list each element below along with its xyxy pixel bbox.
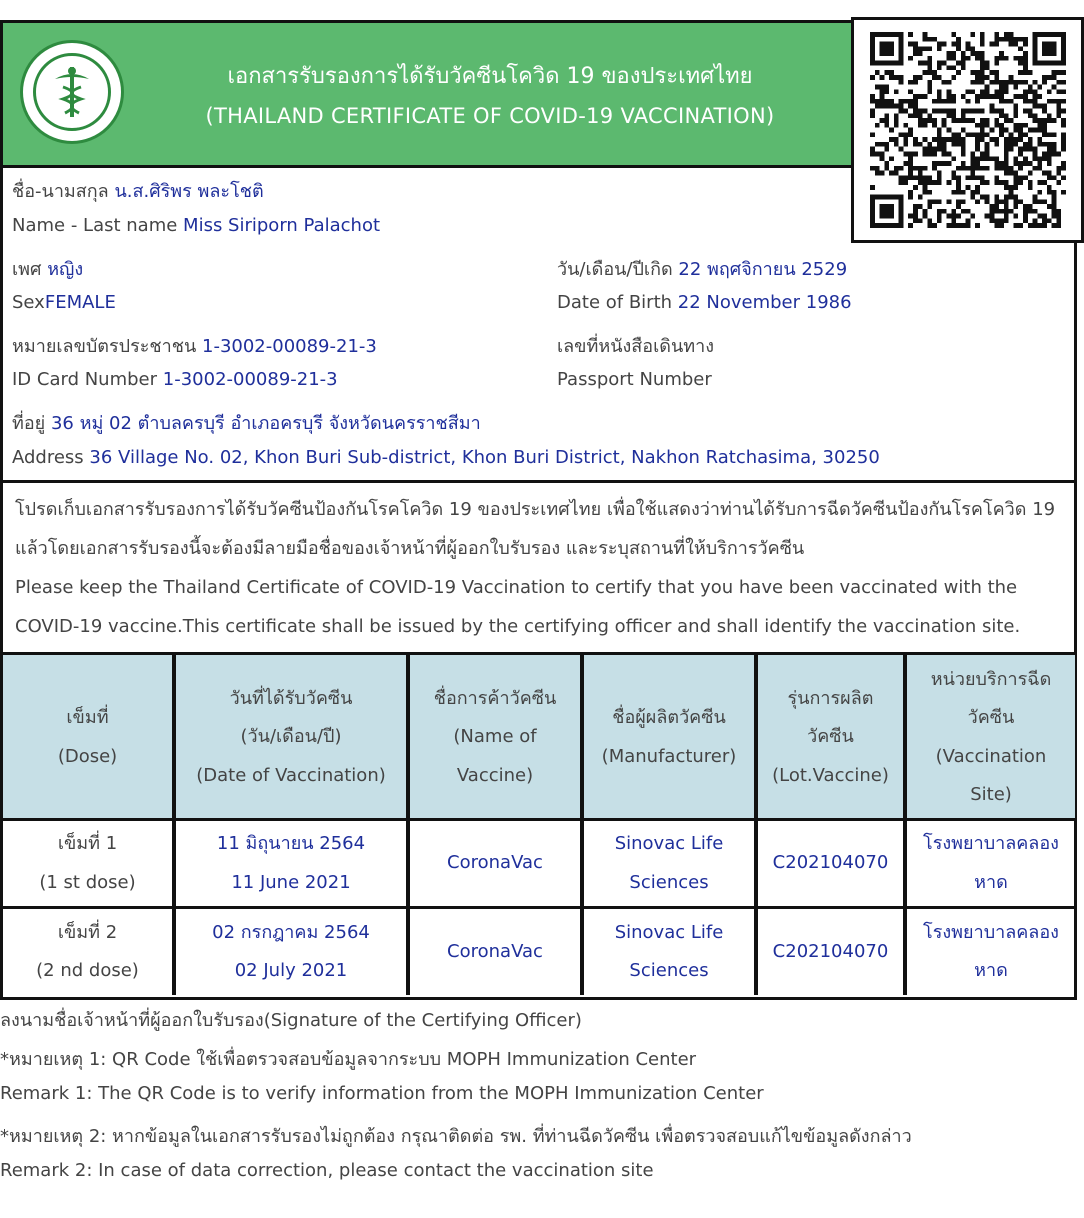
- table-header-cell: [907, 661, 1075, 815]
- cell-text: Site): [970, 784, 1012, 805]
- id-th-value: 1-3002-00089-21-3: [202, 336, 377, 357]
- sex-en-value: FEMALE: [44, 292, 116, 313]
- cell-text: วัคซีน: [967, 707, 1015, 728]
- cell-text: (1 st dose): [39, 871, 136, 893]
- cell-text: 11 June 2021: [231, 871, 351, 893]
- table-header-cell: [3, 699, 172, 776]
- title-english: (THAILAND CERTIFICATE OF COVID-19 VACCINATION): [205, 104, 775, 128]
- cell-text: (วัน/เดือน/ปี): [240, 726, 342, 748]
- cell-text: (Lot.Vaccine): [772, 764, 889, 786]
- cell-text: เข็มที่ 1: [57, 833, 118, 854]
- cell-text: Sciences: [629, 960, 709, 981]
- cell-text: ชื่อการค้าวัคซีน: [433, 687, 557, 709]
- table-cell-dose: [3, 825, 172, 902]
- cell-text: หน่วยบริการฉีด: [930, 668, 1052, 690]
- qr-code-icon[interactable]: [866, 32, 1070, 228]
- table-cell-dose: [3, 914, 172, 991]
- table-cell-date: [176, 825, 406, 902]
- dob-th-row: วัน/เดือน/ปีเกิด 22 พฤศจิกายน 2529: [557, 259, 848, 280]
- table-cell-vaccine: [410, 844, 580, 883]
- notice-en-line-2: COVID-19 vaccine.This certificate shall be issued by the certifying officer and shall identify the vaccination site.: [15, 616, 1021, 637]
- table-header-cell: [758, 680, 903, 796]
- table-cell-site: [907, 914, 1075, 991]
- cell-text: 11 มิถุนายน 2564: [216, 833, 366, 854]
- table-cell-lot: [758, 844, 903, 883]
- remark-2-thai: *หมายเหตุ 2: หากข้อมูลในเอกสารรับรองไม่ถูกต้อง กรุณาติดต่อ รพ. ที่ท่านฉีดวัคซีน เพื่อตรวจสอบแก้ไขข้อมูลดังกล่าว: [0, 1126, 912, 1147]
- address-en-value: 36 Village No. 02, Khon Buri Sub-district, Khon Buri District, Nakhon Ratchasima, 30250: [89, 447, 880, 468]
- cell-text: C202104070: [772, 852, 889, 874]
- name-en-row: Name - Last name Miss Siriporn Palachot: [12, 215, 381, 236]
- ministry-logo: [20, 40, 124, 144]
- dob-en-row: Date of Birth 22 November 1986: [557, 292, 852, 313]
- passport-th-label: เลขที่หนังสือเดินทาง: [557, 336, 715, 357]
- divider-info: [0, 480, 1077, 483]
- notice-th-line-1: โปรดเก็บเอกสารรับรองการได้รับวัคซีนป้องกันโรคโควิด 19 ของประเทศไทย เพื่อใช้แสดงว่าท่านได้รับการฉีดวัคซีนป้องกันโรคโควิด 19: [15, 499, 1056, 520]
- cell-text: หาด: [974, 871, 1008, 893]
- cell-text: (2 nd dose): [36, 960, 139, 981]
- table-cell-date: [176, 914, 406, 991]
- cell-text: เข็มที่: [66, 707, 109, 728]
- sex-th-row: เพศ หญิง: [12, 259, 84, 280]
- cell-text: 02 July 2021: [234, 960, 348, 981]
- cell-text: วันที่ได้รับวัคซีน: [229, 687, 353, 709]
- address-th-value: 36 หมู่ 02 ตำบลครบุรี อำเภอครบุรี จังหวัดนครราชสีมา: [50, 413, 481, 434]
- dob-th-value: 22 พฤศจิกายน 2529: [678, 259, 848, 280]
- cell-text: Vaccine): [456, 764, 534, 786]
- cell-text: เข็มที่ 2: [57, 921, 118, 943]
- remark-2-english: Remark 2: In case of data correction, please contact the vaccination site: [0, 1160, 654, 1181]
- cell-text: วัคซีน: [807, 726, 854, 748]
- name-en-value: Miss Siriporn Palachot: [183, 215, 381, 236]
- dob-en-value: 22 November 1986: [677, 292, 852, 313]
- address-en-row: Address 36 Village No. 02, Khon Buri Sub-district, Khon Buri District, Nakhon Ratchasima, 30250: [12, 447, 880, 468]
- id-en-row: ID Card Number 1-3002-00089-21-3: [12, 369, 338, 390]
- address-th-row: ที่อยู่ 36 หมู่ 02 ตำบลครบุรี อำเภอครบุรี จังหวัดนครราชสีมา: [12, 413, 481, 434]
- certificate-header: [3, 23, 851, 165]
- table-cell-manufacturer: [584, 914, 754, 991]
- cell-text: (Name of: [453, 726, 537, 748]
- cell-text: C202104070: [772, 940, 889, 962]
- cell-text: CoronaVac: [447, 940, 543, 962]
- table-cell-site: [907, 825, 1075, 902]
- title-thai: เอกสารรับรองการได้รับวัคซีนโควิด 19 ของประเทศไทย: [227, 64, 753, 89]
- cell-text: Sinovac Life: [614, 833, 724, 854]
- name-th-row: ชื่อ-นามสกุล น.ส.ศิริพร พละโชติ: [12, 181, 264, 202]
- table-cell-vaccine: [410, 933, 580, 972]
- cell-text: 02 กรกฎาคม 2564: [212, 921, 370, 943]
- cell-text: รุ่นการผลิต: [787, 687, 874, 709]
- cell-text: (Dose): [57, 745, 118, 767]
- cell-text: Sinovac Life: [614, 921, 724, 943]
- table-cell-lot: [758, 933, 903, 972]
- notice-th-line-2: แล้วโดยเอกสารรับรองนี้จะต้องมีลายมือชื่อของเจ้าหน้าที่ผู้ออกใบรับรอง และระบุสถานที่ให้บริการวัคซีน: [15, 538, 805, 559]
- cell-text: โรงพยาบาลคลอง: [923, 833, 1059, 854]
- cell-text: ชื่อผู้ผลิตวัคซีน: [612, 707, 726, 728]
- divider-table-header: [0, 818, 1077, 821]
- notice-en-line-1: Please keep the Thailand Certificate of COVID-19 Vaccination to certify that you have been vaccinated with the: [15, 577, 1018, 598]
- divider-table-row: [0, 906, 1077, 909]
- remark-1-thai: *หมายเหตุ 1: QR Code ใช้เพื่อตรวจสอบข้อมูลจากระบบ MOPH Immunization Center: [0, 1049, 697, 1070]
- cell-text: CoronaVac: [447, 852, 543, 874]
- id-en-value: 1-3002-00089-21-3: [162, 369, 338, 390]
- cell-text: Sciences: [629, 871, 709, 893]
- table-header-cell: [176, 680, 406, 796]
- table-header-cell: [410, 680, 580, 796]
- cell-text: หาด: [974, 960, 1008, 981]
- signature-label: ลงนามชื่อเจ้าหน้าที่ผู้ออกใบรับรอง(Signature of the Certifying Officer): [0, 1010, 582, 1031]
- table-header-cell: [584, 699, 754, 776]
- cell-text: โรงพยาบาลคลอง: [923, 921, 1059, 943]
- table-cell-manufacturer: [584, 825, 754, 902]
- sex-th-value: หญิง: [47, 259, 84, 280]
- remark-1-english: Remark 1: The QR Code is to verify information from the MOPH Immunization Center: [0, 1083, 764, 1104]
- cell-text: (Date of Vaccination): [196, 764, 386, 786]
- cell-text: (Manufacturer): [601, 745, 737, 767]
- id-th-row: หมายเลขบัตรประชาชน 1-3002-00089-21-3: [12, 336, 377, 357]
- sex-en-row: SexFEMALE: [12, 292, 116, 313]
- cell-text: (Vaccination: [935, 745, 1047, 767]
- caduceus-icon: [51, 65, 93, 119]
- passport-en-label: Passport Number: [557, 369, 712, 390]
- name-th-value: น.ส.ศิริพร พละโชติ: [114, 181, 264, 202]
- divider-header: [0, 165, 851, 168]
